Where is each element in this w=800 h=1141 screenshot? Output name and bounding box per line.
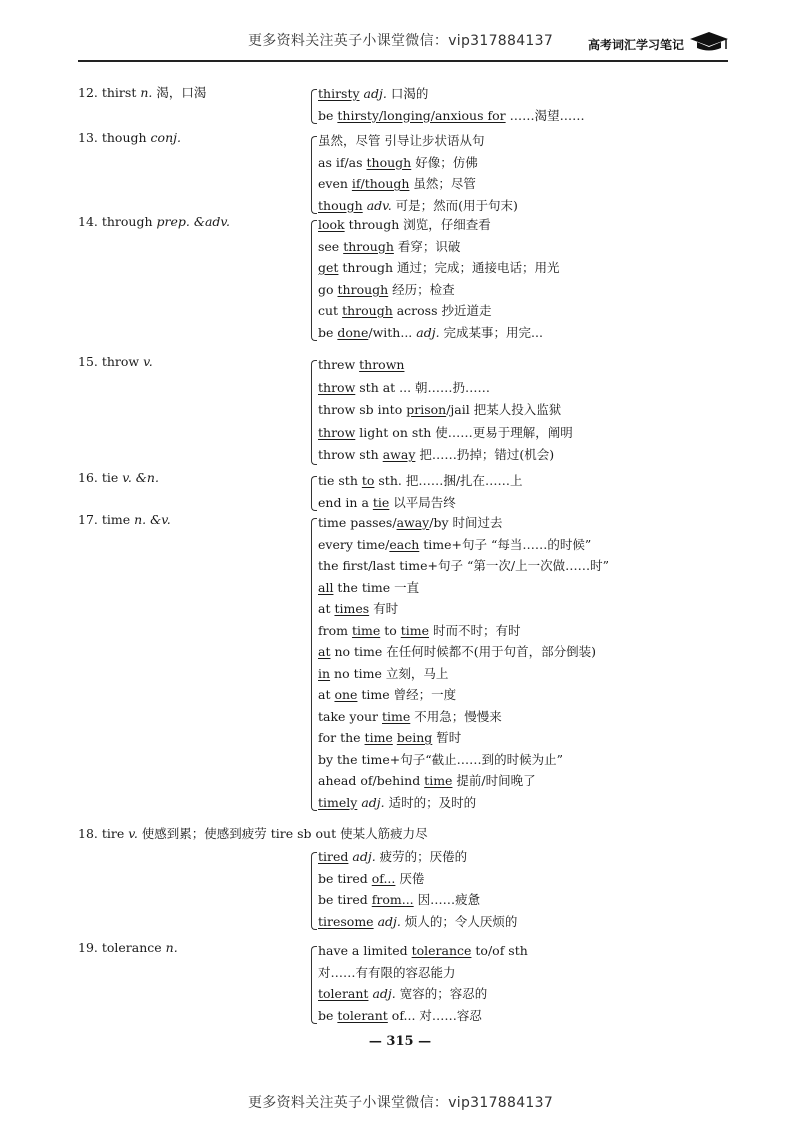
phrase-segment: no time 立刻，马上	[330, 665, 449, 681]
entry-word: through	[101, 214, 157, 229]
part-of-speech: conj.	[150, 130, 181, 145]
phrase-line	[318, 706, 609, 728]
phrase-line	[318, 83, 585, 105]
phrase-segment: 对……有有限的容忍能力	[318, 964, 456, 980]
phrase-segment: ……渴望……	[505, 107, 585, 123]
phrase-segment: tie sth	[318, 473, 362, 488]
bottom-watermark: 更多资料关注英子小课堂微信：vip317884137	[248, 1095, 554, 1111]
entry-bracket	[311, 220, 317, 341]
phrase-line	[318, 868, 517, 890]
phrase-segment: the time 一直	[333, 579, 420, 595]
phrase-segment: from	[318, 622, 352, 638]
headword	[78, 940, 178, 955]
phrase-segment: at	[318, 687, 335, 702]
phrase-segment: 完成某事；用完...	[439, 324, 543, 340]
phrase-line	[318, 300, 560, 322]
phrase-line	[318, 983, 528, 1005]
phrase-segment: times	[334, 601, 370, 616]
header-rule	[78, 60, 728, 62]
phrase-segment: cut	[318, 303, 343, 318]
phrase-segment: thirsty	[318, 86, 360, 101]
phrase-segment: tolerance	[411, 943, 472, 958]
graduation-cap-icon	[688, 30, 730, 52]
entry-word: throw	[101, 354, 144, 369]
entry-bracket	[311, 89, 317, 124]
phrase-segment: see	[318, 238, 344, 254]
phrase-segment: tiresome	[318, 913, 374, 929]
phrase-segment: 好像；仿佛	[411, 154, 478, 170]
phrase-line	[318, 322, 560, 344]
phrase-segment: 有时	[369, 601, 399, 616]
phrase-line	[318, 663, 609, 685]
phrase-segment: adj.	[377, 913, 401, 929]
entry-word: tire	[101, 826, 129, 841]
phrase-segment: /with...	[368, 324, 417, 340]
entry-number: 16.	[78, 470, 102, 485]
phrase-segment: time 曾经；一度	[357, 687, 457, 702]
header-title: 高考词汇学习笔记	[588, 38, 685, 52]
phrase-line	[318, 492, 523, 514]
phrase-segment: at	[318, 601, 335, 616]
phrase-segment: all	[318, 579, 334, 595]
entry-lines	[318, 512, 609, 813]
phrase-line	[318, 236, 560, 258]
phrase-segment: 疲劳的；厌倦的	[375, 849, 468, 864]
phrase-line	[318, 641, 609, 663]
phrase-segment: get	[318, 260, 339, 275]
entry-word: tolerance	[101, 940, 166, 955]
phrase-segment: time	[400, 622, 430, 638]
phrase-line	[318, 444, 573, 467]
phrase-segment: even	[318, 176, 352, 191]
phrase-segment: 看穿；识破	[393, 238, 461, 254]
headword	[78, 512, 171, 527]
phrase-segment: ahead of/behind	[318, 773, 425, 788]
phrase-segment: no time 在任何时候都不(用于句首，部分倒装)	[330, 644, 597, 659]
phrase-line	[318, 422, 573, 445]
phrase-segment: throw	[318, 379, 356, 395]
headword	[78, 130, 181, 145]
phrase-segment: as if/as	[318, 154, 367, 170]
phrase-line	[318, 257, 560, 279]
phrase-segment: thirsty/longing/anxious for	[337, 107, 506, 123]
phrase-segment: be tired	[318, 870, 372, 886]
phrase-segment: look	[318, 217, 345, 232]
part-of-speech: prep. &adv.	[156, 214, 230, 229]
entry-bracket	[311, 136, 317, 214]
entry-lines	[318, 83, 585, 126]
phrase-segment: adj.	[363, 86, 387, 101]
phrase-line	[318, 940, 528, 962]
phrase-segment: in	[318, 665, 331, 681]
phrase-line	[318, 911, 517, 933]
entry-bracket	[311, 852, 317, 930]
phrase-line	[318, 598, 609, 620]
part-of-speech: n.	[165, 940, 178, 955]
phrase-segment: throw	[318, 424, 356, 440]
phrase-line	[318, 173, 518, 195]
entry-lines	[318, 354, 573, 467]
phrase-segment: every time/	[318, 536, 390, 552]
phrase-segment: 不用急；慢慢来	[410, 708, 502, 724]
phrase-line	[318, 377, 573, 400]
phrase-line	[318, 279, 560, 301]
phrase-segment: through	[343, 238, 394, 254]
phrase-segment: each	[389, 536, 420, 552]
phrase-line	[318, 470, 523, 492]
phrase-segment: though	[366, 154, 412, 170]
entry-lines	[318, 940, 528, 1026]
entry-lines	[318, 470, 523, 513]
phrase-segment: 时而不时；有时	[429, 622, 521, 638]
phrase-segment: tolerant	[318, 986, 369, 1001]
entry-word: tie	[101, 470, 123, 485]
entry-lines	[318, 846, 517, 932]
phrase-segment: at	[318, 644, 331, 659]
phrase-segment: 烦人的；令人厌烦的	[400, 913, 518, 929]
phrase-segment: 经历；检查	[388, 281, 455, 297]
phrase-segment: timely	[318, 794, 358, 810]
phrase-segment: 可是；然而(用于句末)	[391, 197, 518, 213]
phrase-segment: 厌倦	[395, 870, 425, 886]
entry-word: thirst	[101, 85, 141, 100]
phrase-segment: adj.	[352, 849, 376, 864]
phrase-segment: 把……扔掉；错过(机会)	[415, 447, 555, 462]
phrase-line	[318, 684, 609, 706]
phrase-segment: the first/last time+句子 “第一次/上一次做……时”	[318, 558, 609, 573]
phrase-segment: 口渴的	[386, 86, 429, 101]
phrase-segment: 因……疲惫	[413, 892, 481, 907]
phrase-segment: to/of sth	[471, 943, 528, 958]
phrase-segment: away	[382, 447, 416, 462]
part-of-speech: n.	[140, 85, 153, 100]
entry-word: time	[101, 512, 135, 527]
phrase-line	[318, 105, 585, 127]
phrase-segment: through 浏览，仔细查看	[344, 217, 491, 232]
phrase-line	[318, 534, 609, 556]
phrase-segment: through 通过；完成；通接电话；用光	[338, 260, 560, 275]
phrase-segment: being	[396, 730, 433, 745]
phrase-line	[318, 130, 518, 152]
phrase-segment: throw sth	[318, 447, 383, 462]
entry-lines	[318, 214, 560, 343]
phrase-segment: tie	[372, 494, 390, 510]
phrase-line	[318, 792, 609, 814]
phrase-segment: time	[424, 773, 453, 788]
phrase-segment: 暂时	[432, 730, 462, 745]
phrase-segment: be	[318, 324, 338, 340]
headword	[78, 470, 159, 485]
phrase-line	[318, 846, 517, 868]
phrase-segment: /by 时间过去	[429, 515, 503, 530]
entry-lines	[318, 130, 518, 216]
phrase-segment: /jail 把某人投入监狱	[446, 402, 562, 417]
phrase-segment: adj.	[361, 794, 385, 810]
phrase-segment: across 抄近道走	[392, 303, 492, 318]
phrase-segment: adj.	[372, 986, 396, 1001]
phrase-line	[318, 889, 517, 911]
phrase-line	[318, 399, 573, 422]
phrase-segment: time passes/	[318, 515, 397, 530]
phrase-segment: of... 对……容忍	[387, 1007, 482, 1023]
phrase-segment: threw	[318, 357, 360, 372]
phrase-segment: sth at ... 朝……扔……	[355, 379, 491, 395]
headword	[78, 214, 230, 229]
phrase-segment: prison	[406, 402, 447, 417]
phrase-segment: time	[382, 708, 411, 724]
phrase-segment: 提前/时间晚了	[452, 773, 536, 788]
phrase-segment: take your	[318, 708, 383, 724]
phrase-segment: for the	[318, 730, 365, 745]
part-of-speech: n. &v.	[134, 512, 171, 527]
phrase-line	[318, 354, 573, 377]
phrase-segment: from...	[371, 892, 414, 907]
headword	[78, 354, 153, 369]
entry-number: 14.	[78, 214, 102, 229]
phrase-line	[318, 152, 518, 174]
entry-number: 12.	[78, 85, 102, 100]
phrase-segment: of...	[371, 870, 396, 886]
phrase-line	[318, 962, 528, 984]
entry-number: 19.	[78, 940, 102, 955]
phrase-segment: time+句子 “每当……的时候”	[419, 536, 592, 552]
phrase-segment: through	[337, 281, 389, 297]
phrase-segment: throw sb into	[318, 402, 407, 417]
phrase-segment: go	[318, 281, 338, 297]
phrase-segment: adv.	[366, 197, 392, 213]
phrase-segment: done	[337, 324, 369, 340]
phrase-segment: end in a	[318, 494, 373, 510]
phrase-segment: 宽容的；容忍的	[395, 986, 488, 1001]
page-number: — 315 —	[368, 1034, 432, 1049]
phrase-segment: tired	[318, 849, 349, 864]
entry-number: 13.	[78, 130, 102, 145]
entry-gloss: 渴，口渴	[152, 85, 207, 100]
phrase-segment: light on sth 使……更易于理解，阐明	[355, 424, 573, 440]
phrase-segment: 虽然；尽管	[409, 176, 476, 191]
phrase-segment: though	[318, 197, 363, 213]
phrase-line	[318, 1005, 528, 1027]
phrase-segment: sth. 把……捆/扎在……上	[374, 473, 523, 488]
phrase-line	[318, 195, 518, 217]
phrase-segment: adj.	[416, 324, 440, 340]
phrase-segment: tolerant	[337, 1007, 388, 1023]
phrase-line	[318, 555, 609, 577]
headword	[78, 824, 428, 842]
phrase-segment: 以平局告终	[389, 494, 456, 510]
phrase-segment: by the time+句子“截止……到的时候为止”	[318, 751, 564, 767]
phrase-segment: to	[380, 622, 401, 638]
entry-number: 15.	[78, 354, 102, 369]
part-of-speech: v. &n.	[122, 470, 159, 485]
phrase-segment: 适时的；及时的	[384, 794, 477, 810]
part-of-speech: v.	[143, 354, 153, 369]
phrase-line	[318, 214, 560, 236]
entry-bracket	[311, 518, 317, 811]
phrase-line	[318, 770, 609, 792]
phrase-segment: one	[334, 687, 358, 702]
phrase-line	[318, 727, 609, 749]
headword	[78, 83, 206, 101]
phrase-segment: be tired	[318, 892, 372, 907]
phrase-line	[318, 620, 609, 642]
phrase-segment: be	[318, 1007, 338, 1023]
phrase-segment: thrown	[359, 357, 405, 372]
phrase-line	[318, 512, 609, 534]
phrase-segment: time	[364, 730, 393, 745]
entry-number: 18.	[78, 826, 102, 841]
entry-bracket	[311, 476, 317, 511]
phrase-segment: if/though	[351, 176, 410, 191]
part-of-speech: v.	[128, 826, 138, 841]
phrase-segment: be	[318, 107, 338, 123]
entry-number: 17.	[78, 512, 102, 527]
phrase-line	[318, 577, 609, 599]
phrase-segment: through	[342, 303, 393, 318]
phrase-segment: 虽然，尽管 引导让步状语从句	[318, 133, 485, 148]
entry-word: though	[101, 130, 151, 145]
entry-bracket	[311, 946, 317, 1024]
phrase-segment: time	[351, 622, 381, 638]
phrase-segment: have a limited	[318, 943, 412, 958]
phrase-segment: to	[361, 473, 375, 488]
phrase-segment: away	[396, 515, 430, 530]
phrase-line	[318, 749, 609, 771]
top-watermark: 更多资料关注英子小课堂微信：vip317884137	[248, 33, 554, 49]
entry-gloss: 使感到累；使感到疲劳 tire sb out 使某人筋疲力尽	[137, 826, 428, 841]
entry-bracket	[311, 360, 317, 465]
